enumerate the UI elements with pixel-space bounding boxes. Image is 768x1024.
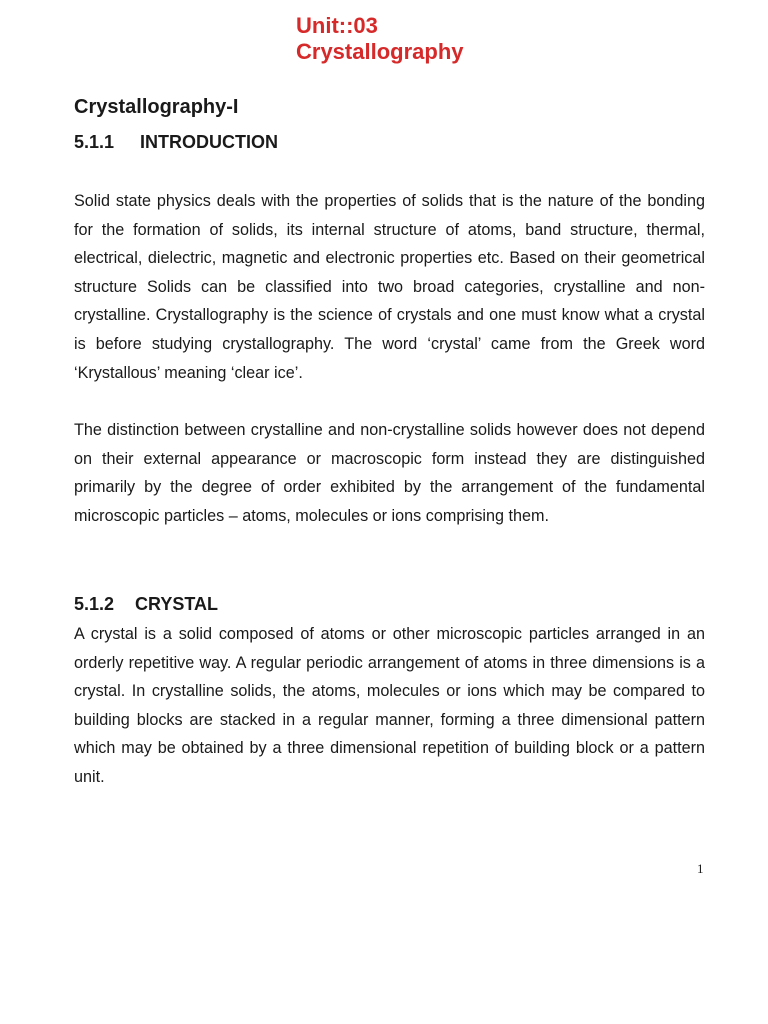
subsection-title: CRYSTAL [135,594,219,614]
subsection-number: 5.1.2 [74,594,115,614]
subsection-heading-crystal [74,593,218,615]
subsection-heading-introduction [74,131,278,153]
unit-number: Unit::03 [296,13,378,38]
subsection-title: INTRODUCTION [140,132,279,152]
paragraph-crystal-1: A crystal is a solid composed of atoms or other microscopic particles arranged in an orderly repetitive way. A regular periodic arrangement of atoms in three dimensions is a crystal. In crystalline solids, the atoms, molecules or ions which may be compared to building blocks are stacked in a regular manner, forming a three dimensional pattern which may be obtained by a three dimensional repetition of building block or a pattern unit. [74,625,705,786]
subsection-number: 5.1.1 [74,132,115,152]
unit-header [296,13,464,65]
page-number: 1 [697,861,704,876]
paragraph-introduction-2: The distinction between crystalline and non-crystalline solids however does not depend on their external appearance or macroscopic form instead they are distinguished primarily by the degree of order exhibited by the arrangement of the fundamental microscopic particles – atoms, molecules or ions comprising them. [74,421,705,525]
section-title: Crystallography-I [74,96,239,118]
unit-title: Crystallography [296,39,464,64]
paragraph-introduction-1: Solid state physics deals with the properties of solids that is the nature of the bonding for the formation of solids, its internal structure of atoms, band structure, thermal, electrical, dielectric, magnetic and electronic properties etc. Based on their geometrical structure Solids can be classified into two broad categories, crystalline and non-crystalline. Crystallography is the science of crystals and one must know what a crystal is before studying crystallography. The word ‘crystal’ came from the Greek word ‘Krystallous’ meaning ‘clear ice’. [74,192,705,382]
